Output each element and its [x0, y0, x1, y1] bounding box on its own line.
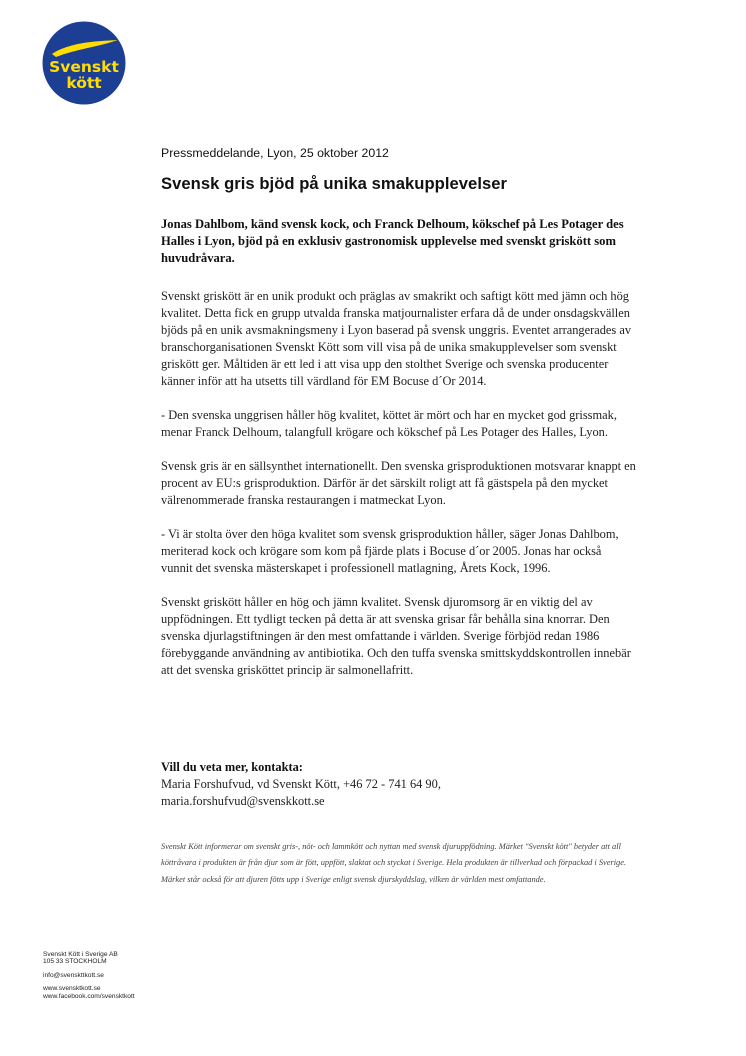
logo-icon: [42, 21, 126, 105]
contact-heading: Vill du veta mer, kontakta:: [161, 760, 303, 774]
footer-facebook-link[interactable]: www.facebook.com/svensktkott: [43, 992, 135, 1000]
svenskt-kott-logo: [42, 21, 126, 105]
footer-email-link[interactable]: info@svenskttkott.se: [43, 971, 104, 979]
footer-company: Svenskt Kött i Sverige AB: [43, 951, 118, 958]
body-paragraph: - Den svenska unggrisen håller hög kvalitet, köttet är mört och har en mycket god grissmak, menar Franck Delhoum, talangfull krögare och kökschef på Les Potager des Halles, Lyon.: [161, 408, 617, 439]
body-paragraph: Svenskt griskött håller en hög och jämn kvalitet. Svensk djuromsorg är en viktig del av uppfödningen. Ett tydligt tecken på detta är att svenska grisar får behålla sina knorrar. Den svenska djurlagstiftningen är den mest omfattande i världen. Sverige förbjöd redan 1986 förebyggande användning av antibiotika. Och den tuffa svenska smittskyddskontrollen innebär att det svenska grisköttet princip är salmonellafritt.: [161, 595, 631, 677]
lead-paragraph: Jonas Dahlbom, känd svensk kock, och Franck Delhoum, kökschef på Les Potager des Halles i Lyon, bjöd på en exklusiv gastronomisk upplevelse med svenskt griskött som huvudråvara.: [161, 217, 624, 265]
contact-name-phone: Maria Forshufvud, vd Svenskt Kött, +46 72 - 741 64 90,: [161, 777, 441, 791]
disclaimer-text: Svenskt Kött informerar om svenskt gris-, nöt- och lammkött och nyttan med svensk djuruppfödning. Märket "Svenskt kött" betyder att all köttråvara i produkten är från djur som är fött, uppfött, slaktat och styckat i Sverige. Hela produkten är tillverkad och förpackad i Sverige. Märket står också för att djuren fötts upp i Sverige enligt svensk djurskyddslag, vilken är världen mest omfattande.: [161, 842, 627, 884]
logo-line2: kött: [66, 74, 102, 92]
footer-postal-address: 105 33 STOCKHOLM: [43, 958, 107, 966]
footer-address: [43, 951, 135, 1000]
body-paragraph: Svenskt griskött är en unik produkt och präglas av smakrikt och saftigt kött med jämn och hög kvalitet. Detta fick en grupp utvalda franska matjournalister erfara då de under onsdagskvällen bjöds på en unik avsmakningsmeny i Lyon baserad på svensk unggris. Eventet arrangerades av branschorganisationen Svenskt Kött som vill visa på de unika smakupplevelser som svenskt griskött ger. Måltiden är ett led i att visa upp den stolthet Sverige och svenska producenter känner inför att ha utsetts till värdland för EM Bocuse d´Or 2014.: [161, 289, 632, 388]
contact-block: [161, 759, 636, 810]
footer-website-link[interactable]: www.svensktkott.se: [43, 985, 101, 993]
contact-email-link[interactable]: maria.forshufvud@svenskkott.se: [161, 794, 325, 808]
body-paragraph: - Vi är stolta över den höga kvalitet som svensk grisproduktion håller, säger Jonas Dahlbom, meriterad kock och krögare som kom på fjärde plats i Bocuse d´or 2005. Jonas har också vunnit det svenska mästerskapet i professionell matlagning, Årets Kock, 1996.: [161, 527, 619, 575]
article-body: [161, 288, 636, 696]
body-paragraph: Svensk gris är en sällsynthet internationellt. Den svenska grisproduktionen motsvarar knappt en procent av EU:s grisproduktion. Därför är det särskilt roligt att få gästspela på den mycket välrenommerade franska restaurangen i matmeckat Lyon.: [161, 459, 636, 507]
logo-line1: Svenskt: [49, 58, 119, 76]
dateline: Pressmeddelande, Lyon, 25 oktober 2012: [161, 146, 389, 160]
page-title: Svensk gris bjöd på unika smakupplevelser: [161, 174, 508, 193]
